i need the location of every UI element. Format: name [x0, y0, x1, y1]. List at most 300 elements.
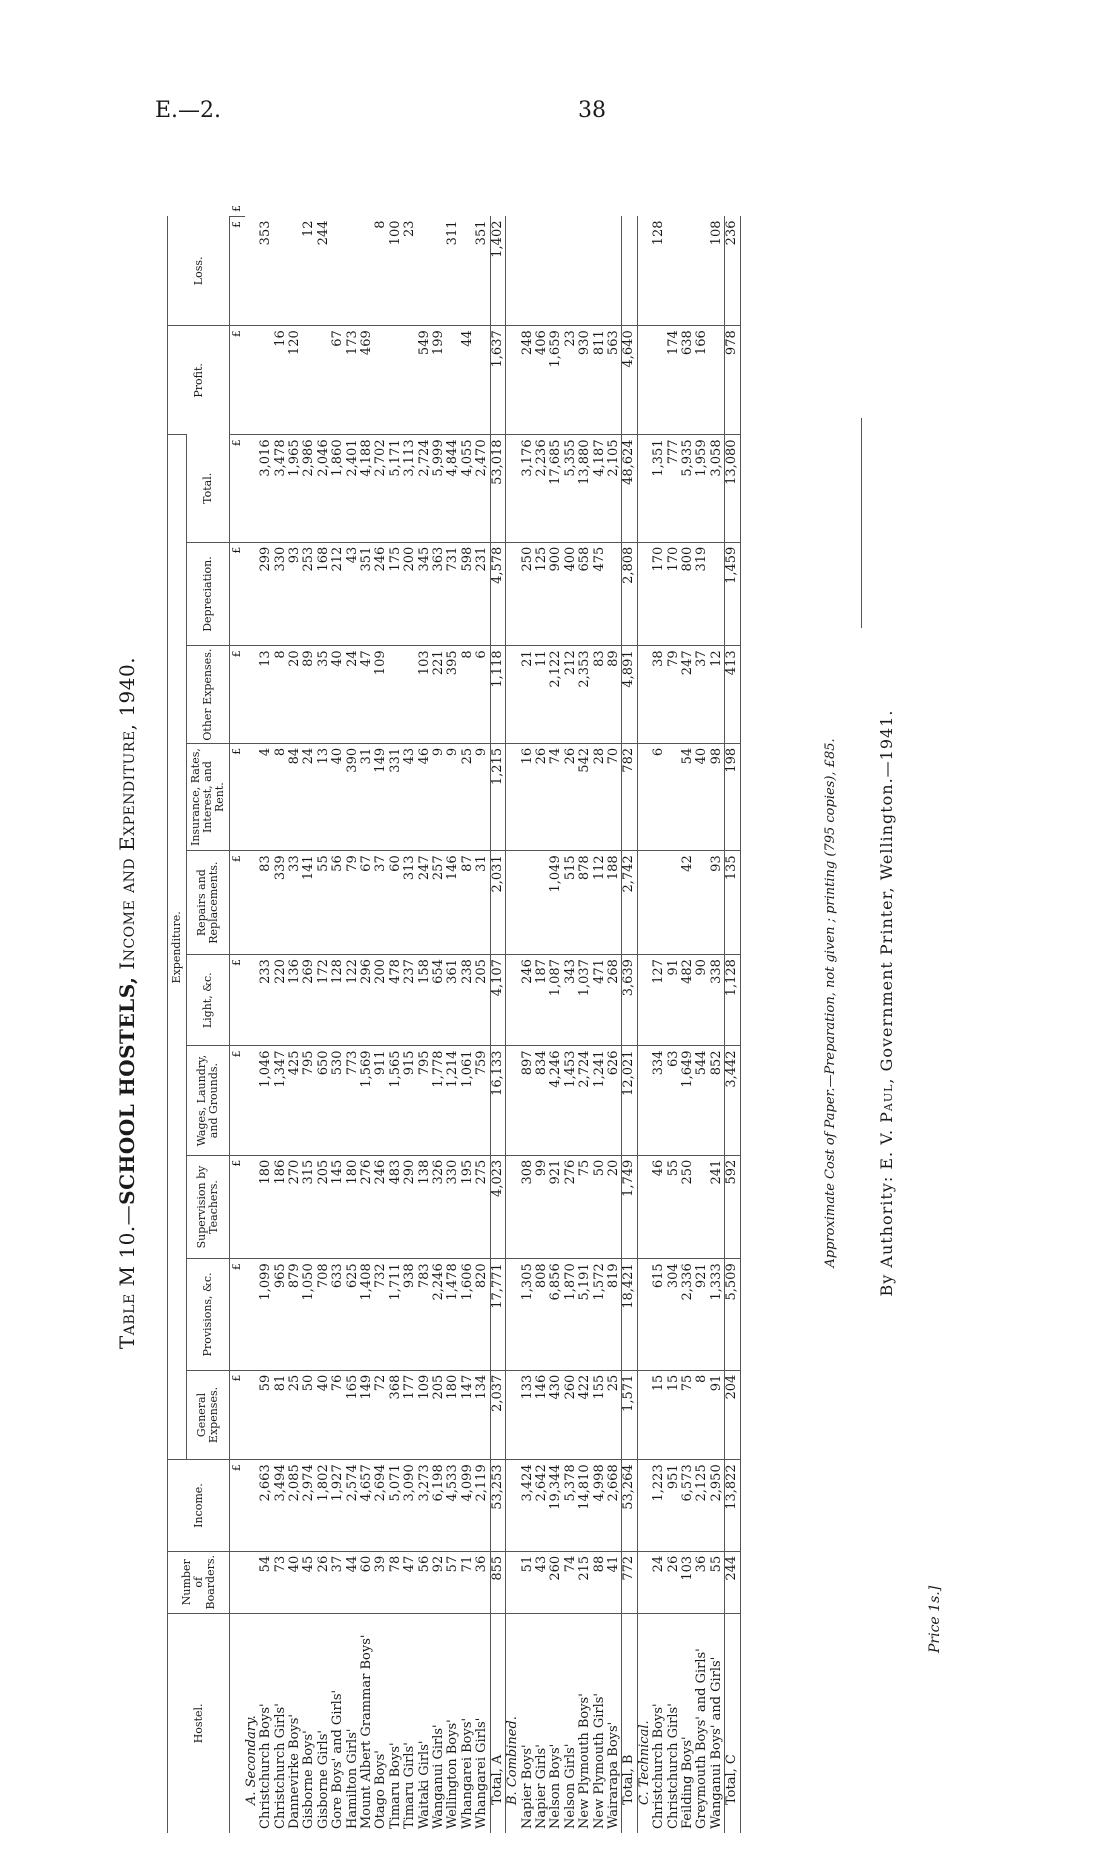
table-cell: 368: [389, 1370, 403, 1460]
table-cell: 5,071: [389, 1460, 403, 1552]
table-cell: [346, 217, 360, 326]
total-cell: 16,133: [490, 1046, 505, 1155]
table-cell: 25: [461, 743, 475, 850]
table-cell: 361: [446, 955, 460, 1046]
table-cell: 808: [535, 1259, 549, 1370]
total-cell: 2,808: [622, 542, 637, 646]
total-row: [622, 201, 637, 1833]
table-row: [564, 201, 578, 1833]
table-cell: 1,778: [432, 1046, 446, 1155]
table-cell: 145: [331, 1155, 345, 1259]
table-cell: [667, 217, 681, 326]
table-cell: 625: [346, 1259, 360, 1370]
table-title: [115, 143, 139, 1863]
empty-cell: [245, 955, 259, 1046]
table-cell: 24: [652, 1551, 666, 1613]
table-cell: 308: [521, 1155, 535, 1259]
total-cell: 18,421: [622, 1259, 637, 1370]
total-cell: 236: [725, 217, 740, 326]
empty-cell: [506, 435, 521, 542]
table-cell: 248: [521, 326, 535, 435]
col-depreciation: Depreciation.: [187, 542, 230, 646]
table-cell: 205: [475, 955, 490, 1046]
table-cell: 128: [651, 220, 667, 246]
hostel-name: Napier Girls': [535, 1613, 549, 1833]
table-cell: 168: [317, 542, 331, 646]
table-cell: 83: [593, 646, 607, 744]
table-cell: [374, 326, 388, 435]
col-total: Total.: [187, 435, 230, 542]
table-cell: 13: [317, 743, 331, 850]
table-cell: 246: [374, 1155, 388, 1259]
total-label: Total, C: [725, 1613, 740, 1833]
table-cell: 6,856: [549, 1259, 563, 1370]
hostel-name: Wanganui Girls': [432, 1613, 446, 1833]
table-cell: 422: [578, 1370, 592, 1460]
table-cell: 89: [607, 646, 622, 744]
table-cell: 2,986: [302, 435, 316, 542]
total-cell: 48,624: [622, 435, 637, 542]
table-cell: 3,016: [259, 435, 273, 542]
authority-rest: Government Printer, Wellington.—1941.: [877, 709, 896, 1078]
total-cell: 4,578: [490, 542, 505, 646]
table-cell: 20: [288, 646, 302, 744]
table-cell: 8: [461, 646, 475, 744]
hostel-name: New Plymouth Boys': [578, 1613, 592, 1833]
empty-cell: [637, 1460, 652, 1552]
table-cell: 23: [402, 220, 418, 238]
table-cell: 965: [274, 1259, 288, 1370]
table-cell: 1,408: [360, 1259, 374, 1370]
table-body: [230, 201, 740, 1833]
table-cell: 351: [474, 220, 490, 246]
table-cell: 260: [564, 1370, 578, 1460]
table-cell: [695, 1155, 709, 1259]
table-cell: 37: [331, 1551, 345, 1613]
empty-cell: [245, 1551, 259, 1613]
table-cell: 654: [432, 955, 446, 1046]
authority-line: [877, 143, 896, 1863]
table-cell: 1,659: [549, 326, 563, 435]
table-cell: 4: [259, 743, 273, 850]
table-cell: 731: [446, 542, 460, 646]
table-cell: 1,241: [593, 1046, 607, 1155]
table-cell: 166: [695, 326, 709, 435]
table-row: [288, 201, 302, 1833]
table-cell: 31: [475, 851, 490, 955]
table-cell: 76: [331, 1370, 345, 1460]
total-cell: 2,031: [490, 851, 505, 955]
table-cell: 246: [521, 955, 535, 1046]
total-cell: 53,253: [490, 1460, 505, 1552]
total-cell: 978: [725, 326, 740, 435]
table-cell: 1,037: [578, 955, 592, 1046]
table-cell: 8: [373, 220, 389, 229]
table-cell: [667, 743, 681, 850]
paper-cost-note: Approximate Cost of Paper.—Preparation, not given ; printing (795 copies), £85.: [823, 738, 838, 1268]
table-cell: 425: [288, 1046, 302, 1155]
hostel-name: Wellington Boys': [446, 1613, 460, 1833]
table-cell: 158: [418, 955, 432, 1046]
col-wages: Wages, Laundry, and Grounds.: [187, 1046, 230, 1155]
table-cell: 31: [360, 743, 374, 850]
table-cell: 879: [288, 1259, 302, 1370]
table-cell: 1,965: [288, 435, 302, 542]
section-heading: A. Secondary.: [245, 1613, 259, 1833]
table-cell: 99: [535, 1155, 549, 1259]
table-cell: 170: [667, 542, 681, 646]
rotated-table-block: [115, 143, 965, 1863]
empty-cell: [506, 743, 521, 850]
table-cell: 74: [549, 743, 563, 850]
table-cell: 732: [374, 1259, 388, 1370]
table-cell: 304: [667, 1259, 681, 1370]
table-cell: 2,574: [346, 1460, 360, 1552]
table-cell: 921: [549, 1155, 563, 1259]
table-cell: 783: [418, 1259, 432, 1370]
col-income: Income.: [168, 1460, 230, 1552]
table-cell: 2,125: [695, 1460, 709, 1552]
table-cell: 60: [389, 851, 403, 955]
currency-cell: £: [230, 646, 245, 744]
table-cell: 8: [274, 646, 288, 744]
table-cell: 43: [535, 1551, 549, 1613]
table-cell: 483: [389, 1155, 403, 1259]
table-cell: 638: [681, 326, 695, 435]
table-cell: 4,187: [593, 435, 607, 542]
table-cell: 87: [461, 851, 475, 955]
hostel-name: Whangarei Boys': [461, 1613, 475, 1833]
table-cell: 83: [259, 851, 273, 955]
col-expenditure: Expenditure.: [168, 435, 187, 1460]
table-row: [374, 201, 388, 1833]
table-cell: 47: [360, 646, 374, 744]
table-cell: 246: [374, 542, 388, 646]
empty-cell: [245, 542, 259, 646]
table-row: [389, 201, 403, 1833]
table-cell: 6: [475, 646, 490, 744]
table-cell: 89: [302, 646, 316, 744]
table-cell: 9: [432, 743, 446, 850]
table-cell: 330: [274, 542, 288, 646]
table-cell: 5,191: [578, 1259, 592, 1370]
table-cell: [432, 217, 446, 326]
currency-row: [230, 201, 245, 1833]
table-cell: 1,959: [695, 435, 709, 542]
hostel-name: Wanganui Boys' and Girls': [710, 1613, 725, 1833]
table-cell: 88: [593, 1551, 607, 1613]
table-cell: 250: [681, 1155, 695, 1259]
table-cell: 1,099: [259, 1259, 273, 1370]
table-cell: 911: [374, 1046, 388, 1155]
table-cell: 100: [387, 220, 403, 246]
table-cell: 37: [374, 851, 388, 955]
table-cell: 212: [331, 542, 345, 646]
table-cell: 2,246: [432, 1259, 446, 1370]
table-cell: 16: [274, 326, 288, 435]
table-cell: 2,668: [607, 1460, 622, 1552]
table-cell: 187: [535, 955, 549, 1046]
table-cell: 44: [346, 1551, 360, 1613]
table-cell: 311: [445, 220, 461, 246]
table-cell: 2,085: [288, 1460, 302, 1552]
table-row: [360, 201, 374, 1833]
table-cell: 12: [301, 220, 317, 238]
empty-cell: [506, 1259, 521, 1370]
table-cell: 270: [288, 1155, 302, 1259]
table-cell: 626: [607, 1046, 622, 1155]
table-cell: 930: [578, 326, 592, 435]
table-cell: 91: [667, 955, 681, 1046]
section-heading-row: [637, 201, 652, 1833]
table-cell: [695, 217, 709, 326]
currency-cell: [230, 1613, 245, 1833]
empty-cell: [637, 646, 652, 744]
table-cell: 3,090: [403, 1460, 417, 1552]
table-cell: 14,810: [578, 1460, 592, 1552]
table-row: [274, 201, 288, 1833]
table-cell: 174: [667, 326, 681, 435]
table-cell: 233: [259, 955, 273, 1046]
table-cell: 221: [432, 646, 446, 744]
table-cell: 103: [681, 1551, 695, 1613]
table-cell: 2,046: [317, 435, 331, 542]
table-cell: 25: [607, 1370, 622, 1460]
table-cell: 598: [461, 542, 475, 646]
table-row: [549, 201, 563, 1833]
empty-cell: [245, 435, 259, 542]
table-cell: 633: [331, 1259, 345, 1370]
section-heading: B. Combined.: [506, 1613, 521, 1833]
total-cell: 135: [725, 851, 740, 955]
table-cell: 188: [607, 851, 622, 955]
table-cell: 406: [535, 326, 549, 435]
table-cell: 615: [652, 1259, 666, 1370]
table-cell: [607, 217, 622, 326]
table-cell: [403, 326, 417, 435]
table-cell: 75: [681, 1370, 695, 1460]
empty-cell: [637, 955, 652, 1046]
table-cell: 2,663: [259, 1460, 273, 1552]
table-cell: 290: [403, 1155, 417, 1259]
table-cell: 133: [521, 1370, 535, 1460]
table-cell: [389, 326, 403, 435]
table-cell: [389, 646, 403, 744]
empty-cell: [637, 1155, 652, 1259]
table-cell: 4,533: [446, 1460, 460, 1552]
total-cell: 244: [725, 1551, 740, 1613]
table-cell: 5,999: [432, 435, 446, 542]
title-prefix: Table M 10.—: [115, 1204, 139, 1350]
table-cell: 650: [317, 1046, 331, 1155]
table-cell: 878: [578, 851, 592, 955]
hostel-name: Mount Albert Grammar Boys': [360, 1613, 374, 1833]
table-cell: 2,724: [418, 435, 432, 542]
col-other: Other Expenses.: [187, 646, 230, 744]
col-provisions: Provisions, &c.: [187, 1259, 230, 1370]
table-cell: 38: [652, 646, 666, 744]
hostel-name: Nelson Girls': [564, 1613, 578, 1833]
hostel-name: New Plymouth Girls': [593, 1613, 607, 1833]
empty-cell: [637, 743, 652, 850]
currency-cell: £: [230, 1460, 245, 1552]
table-cell: 1,606: [461, 1259, 475, 1370]
table-cell: 81: [274, 1370, 288, 1460]
table-cell: [274, 217, 288, 326]
table-cell: 1,049: [549, 851, 563, 955]
table-cell: 63: [667, 1046, 681, 1155]
empty-cell: [245, 1046, 259, 1155]
table-cell: 25: [288, 1370, 302, 1460]
col-general: General Expenses.: [187, 1370, 230, 1460]
table-cell: 5,378: [564, 1460, 578, 1552]
table-cell: 1,572: [593, 1259, 607, 1370]
total-cell: 4,107: [490, 955, 505, 1046]
table-cell: [652, 851, 666, 955]
table-cell: 24: [302, 743, 316, 850]
table-cell: 146: [535, 1370, 549, 1460]
empty-cell: [245, 851, 259, 955]
total-cell: 3,442: [725, 1046, 740, 1155]
table-cell: 2,236: [535, 435, 549, 542]
table-cell: 173: [346, 326, 360, 435]
table-cell: 24: [346, 646, 360, 744]
table-cell: 268: [607, 955, 622, 1046]
table-cell: 47: [403, 1551, 417, 1613]
total-cell: 1,571: [622, 1370, 637, 1460]
table-cell: 17,685: [549, 435, 563, 542]
table-cell: 1,214: [446, 1046, 460, 1155]
empty-cell: [506, 955, 521, 1046]
table-cell: 205: [317, 1155, 331, 1259]
table-cell: 212: [564, 646, 578, 744]
table-cell: 2,105: [607, 435, 622, 542]
table-cell: 55: [710, 1551, 725, 1613]
table-cell: 1,802: [317, 1460, 331, 1552]
table-cell: 172: [317, 955, 331, 1046]
table-row: [521, 201, 535, 1833]
col-supervision: Supervision by Teachers.: [187, 1155, 230, 1259]
table-cell: 296: [360, 955, 374, 1046]
table-cell: 951: [667, 1460, 681, 1552]
table-cell: 3,113: [403, 435, 417, 542]
table-cell: 563: [607, 326, 622, 435]
table-cell: 1,305: [521, 1259, 535, 1370]
total-cell: 53,264: [622, 1460, 637, 1552]
currency-cell: £: [230, 743, 245, 850]
empty-cell: [245, 326, 259, 435]
table-cell: 70: [607, 743, 622, 850]
table-cell: 319: [695, 542, 709, 646]
table-cell: [475, 326, 490, 435]
table-cell: 2,353: [578, 646, 592, 744]
table-cell: 1,061: [461, 1046, 475, 1155]
table-cell: 120: [288, 326, 302, 435]
table-cell: 795: [418, 1046, 432, 1155]
table-cell: [446, 326, 460, 435]
total-cell: 782: [622, 743, 637, 850]
table-cell: 343: [564, 955, 578, 1046]
table-cell: [288, 217, 302, 326]
table-row: [607, 201, 622, 1833]
empty-cell: [506, 1460, 521, 1552]
table-cell: 26: [317, 1551, 331, 1613]
empty-cell: [637, 851, 652, 955]
table-cell: [710, 326, 725, 435]
table-cell: 93: [710, 851, 725, 955]
table-row: [475, 201, 490, 1833]
empty-cell: [506, 1551, 521, 1613]
table-cell: 165: [346, 1370, 360, 1460]
table-cell: 353: [258, 220, 274, 246]
hostel-name: Timaru Girls': [403, 1613, 417, 1833]
hostel-name: Greymouth Boys' and Girls': [695, 1613, 709, 1833]
empty-cell: [637, 1551, 652, 1613]
currency-cell: £: [230, 435, 245, 542]
table-cell: [710, 542, 725, 646]
table-cell: 250: [521, 542, 535, 646]
empty-cell: [506, 851, 521, 955]
table-cell: 390: [346, 743, 360, 850]
table-cell: 2,470: [475, 435, 490, 542]
empty-cell: [506, 1046, 521, 1155]
empty-cell: [637, 1046, 652, 1155]
total-cell: 4,023: [490, 1155, 505, 1259]
table-cell: 313: [403, 851, 417, 955]
table-cell: 12: [710, 646, 725, 744]
table-cell: 79: [346, 851, 360, 955]
table-row: [346, 201, 360, 1833]
table-cell: 1,569: [360, 1046, 374, 1155]
table-cell: 51: [521, 1551, 535, 1613]
currency-cell: £: [230, 217, 245, 326]
table-cell: [652, 326, 666, 435]
total-label: Total, A: [490, 1613, 505, 1833]
table-cell: 108: [708, 220, 724, 246]
total-cell: 12,021: [622, 1046, 637, 1155]
hostel-name: Nelson Boys': [549, 1613, 563, 1833]
table-cell: [535, 217, 549, 326]
table-cell: 50: [302, 1370, 316, 1460]
table-cell: 67: [360, 851, 374, 955]
table-cell: 4,246: [549, 1046, 563, 1155]
table-cell: [564, 217, 578, 326]
empty-cell: [506, 542, 521, 646]
table-cell: 11: [535, 646, 549, 744]
table-row: [710, 201, 725, 1833]
table-cell: 15: [667, 1370, 681, 1460]
table-cell: 1,860: [331, 435, 345, 542]
table-cell: [461, 217, 475, 326]
table-cell: 4,099: [461, 1460, 475, 1552]
table-cell: [667, 851, 681, 955]
table-cell: 9: [475, 743, 490, 850]
table-cell: 54: [259, 1551, 273, 1613]
table-cell: 834: [535, 1046, 549, 1155]
currency-cell: £: [230, 851, 245, 955]
table-cell: 3,273: [418, 1460, 432, 1552]
table-cell: 79: [667, 646, 681, 744]
hostel-name: Dannevirke Boys': [288, 1613, 302, 1833]
table-cell: 73: [274, 1551, 288, 1613]
total-cell: 13,080: [725, 435, 740, 542]
hostel-name: Napier Boys': [521, 1613, 535, 1833]
table-cell: 3,494: [274, 1460, 288, 1552]
table-cell: 471: [593, 955, 607, 1046]
table-cell: 36: [475, 1551, 490, 1613]
divider-rule: [861, 418, 862, 628]
table-cell: 1,351: [652, 435, 666, 542]
